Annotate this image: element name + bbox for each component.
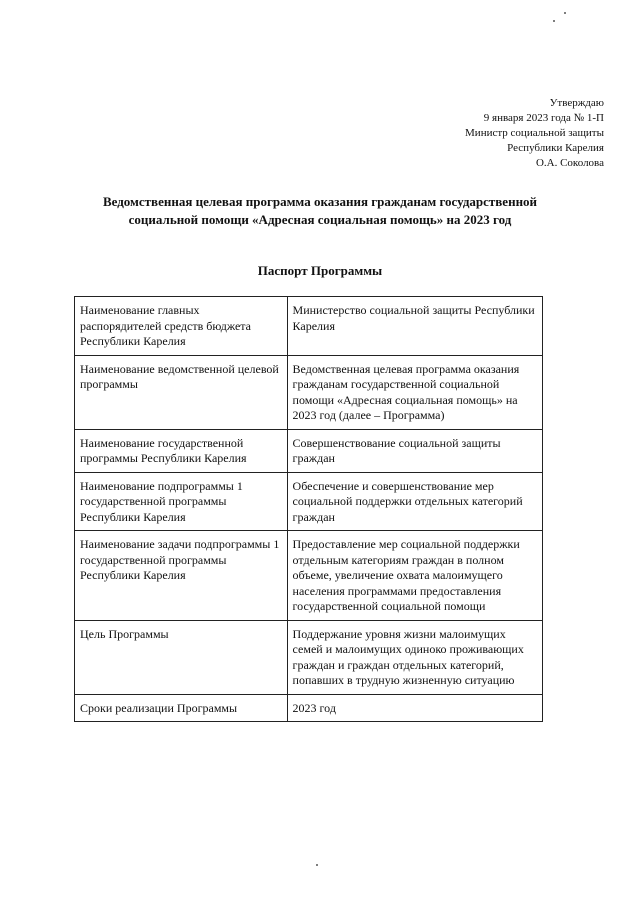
row-value: Обеспечение и совершенствование мер социальной поддержки отдельных категорий граждан <box>287 472 542 531</box>
approval-signatory: О.А. Соколова <box>535 157 604 169</box>
passport-table <box>74 296 543 722</box>
row-label: Наименование ведомственной целевой программы <box>75 355 288 429</box>
scan-speck <box>553 20 555 22</box>
document-title-line-2: социальной помощи «Адресная социальная помощь» на 2023 год <box>128 212 512 227</box>
table-row <box>75 620 543 694</box>
table-row <box>75 429 543 472</box>
table-row <box>75 355 543 429</box>
approval-date: 9 января 2023 года № 1-П <box>483 112 604 124</box>
row-value: Предоставление мер социальной поддержки отдельным категориям граждан в полном объеме, увеличение охвата малоимущего населения программами предоставления государственной социальной помощи <box>287 531 542 621</box>
row-label: Наименование государственной программы Республики Карелия <box>75 429 288 472</box>
row-label: Цель Программы <box>75 620 288 694</box>
approval-title: Утверждаю <box>549 97 604 109</box>
passport-heading: Паспорт Программы <box>257 263 383 278</box>
approval-region: Республики Карелия <box>507 142 604 154</box>
row-label: Наименование главных распорядителей средств бюджета Республики Карелия <box>75 297 288 356</box>
scan-speck <box>564 12 566 14</box>
scan-speck <box>316 864 318 866</box>
table-row <box>75 297 543 356</box>
row-value: Министерство социальной защиты Республики Карелия <box>287 297 542 356</box>
row-value: Совершенствование социальной защиты граждан <box>287 429 542 472</box>
row-value: Ведомственная целевая программа оказания гражданам государственной социальной помощи «Адресная социальная помощь» на 2023 год (далее – Программа) <box>287 355 542 429</box>
approval-position: Министр социальной защиты <box>465 127 604 139</box>
row-label: Наименование задачи подпрограммы 1 государственной программы Республики Карелия <box>75 531 288 621</box>
row-value: 2023 год <box>287 694 542 722</box>
row-value: Поддержание уровня жизни малоимущих семей и малоимущих одиноко проживающих граждан и граждан отдельных категорий, попавших в трудную жизненную ситуацию <box>287 620 542 694</box>
document-title-line-1: Ведомственная целевая программа оказания гражданам государственной <box>102 194 538 209</box>
table-row <box>75 531 543 621</box>
approval-block <box>465 96 604 171</box>
row-label: Наименование подпрограммы 1 государственной программы Республики Карелия <box>75 472 288 531</box>
row-label: Сроки реализации Программы <box>75 694 288 722</box>
table-row <box>75 472 543 531</box>
document-title <box>60 193 580 229</box>
table-row <box>75 694 543 722</box>
